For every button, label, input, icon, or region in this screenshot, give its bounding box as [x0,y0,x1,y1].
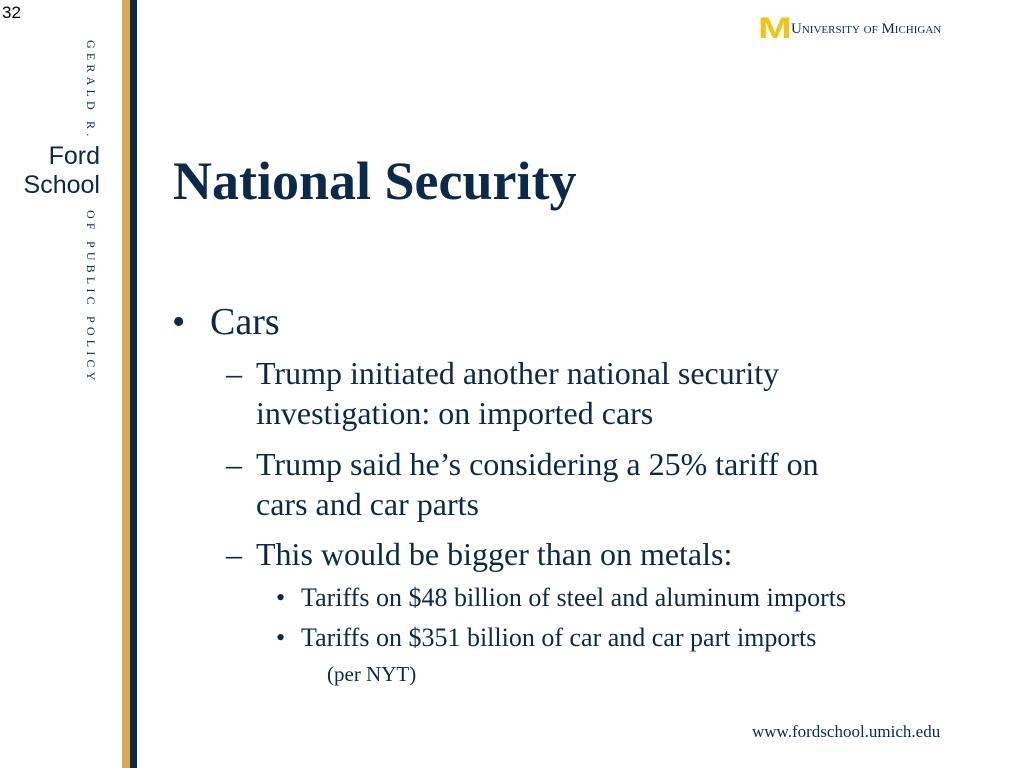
gerald-r-vertical-text: GERALD R. [84,40,98,141]
sub-bullet-3: This would be bigger than on metals: [256,536,733,572]
public-policy-vertical-text: OF PUBLIC POLICY [84,210,98,385]
block-m-icon: M [758,12,791,45]
logo-ford: Ford [48,142,100,170]
sub-bullet-2-line-1: Trump said he’s considering a 25% tariff on [256,446,819,482]
logo-school: School [23,171,100,199]
dash-icon: – [226,446,242,482]
sub-bullet-2-line-2: cars and car parts [256,486,479,522]
sub-sub-bullet-cars: Tariffs on $351 billion of car and car part imports [301,623,817,652]
university-name: University of Michigan [791,20,942,37]
sub-sub-bullet-steel: Tariffs on $48 billion of steel and aluminum imports [301,583,847,612]
slide-number: 32 [2,3,21,22]
sub-bullet-1-line-2: investigation: on imported cars [256,395,654,431]
bullet-icon: • [172,301,186,343]
source-note: (per NYT) [327,662,417,686]
footer-url: www.fordschool.umich.edu [752,722,941,741]
dash-icon: – [226,536,242,572]
bullet-icon: • [276,623,286,652]
dash-icon: – [226,355,242,391]
slide-title: National Security [173,151,577,211]
bullet-icon: • [276,583,286,612]
bullet-cars: Cars [210,301,280,343]
sub-bullet-1-line-1: Trump initiated another national security [256,355,780,391]
